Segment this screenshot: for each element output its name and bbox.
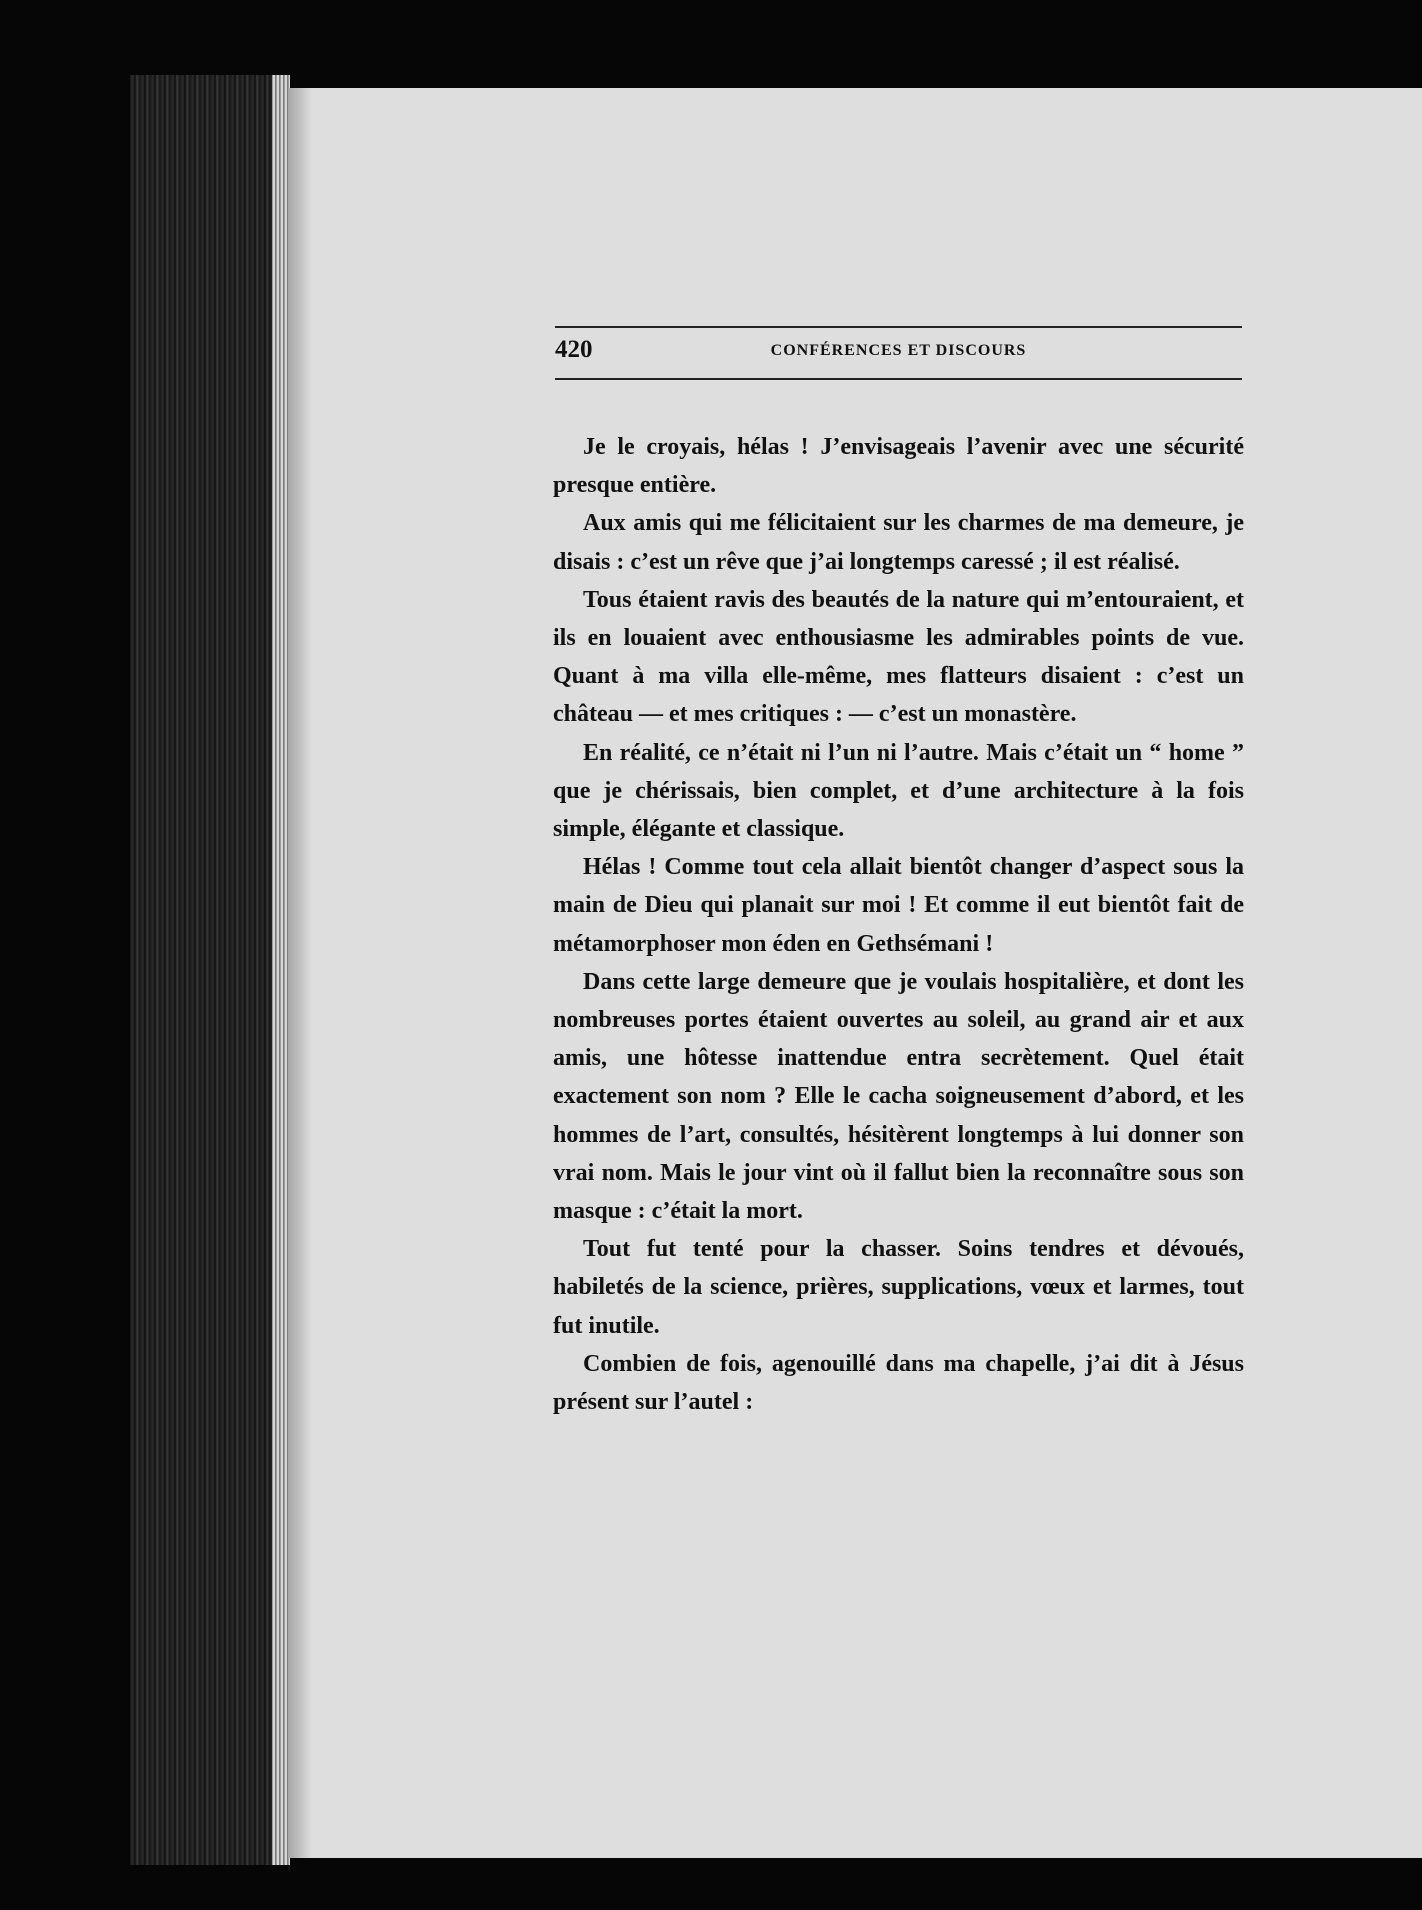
body-text — [553, 428, 1244, 1421]
book-page-edges — [130, 75, 290, 1865]
bottom-rule — [555, 378, 1242, 380]
running-head — [555, 326, 1242, 380]
running-title: CONFÉRENCES ET DISCOURS — [770, 342, 1027, 359]
paragraph: Tout fut tenté pour la chasser. Soins tendres et dévoués, habiletés de la science, prières, supplications, vœux et larmes, tout fut inutile. — [553, 1236, 1244, 1339]
paragraph: Hélas ! Comme tout cela allait bientôt changer d’aspect sous la main de Dieu qui planait sur moi ! Et comme il eut bientôt fait de métamorphoser mon éden en Gethsémani ! — [553, 854, 1244, 957]
paragraph: Dans cette large demeure que je voulais hospitalière, et dont les nombreuses portes étaient ouvertes au soleil, au grand air et aux amis, une hôtesse inattendue entra secrètement. Quel était exactement son nom ? Elle le cacha soigneusement d’abord, et les hommes de l’art, consultés, hésitèrent longtemps à lui donner son vrai nom. Mais le jour vint où il fallut bien la reconnaître sous son masque : c’était la mort. — [553, 968, 1244, 1225]
paragraph: Aux amis qui me félicitaient sur les charmes de ma demeure, je disais : c’est un rêve que j’ai longtemps caressé ; il est réalisé. — [553, 510, 1244, 575]
gutter-shadow — [288, 88, 312, 1858]
page-number: 420 — [555, 336, 593, 363]
paragraph: En réalité, ce n’était ni l’un ni l’autre. Mais c’était un “ home ” que je chérissais, bien complet, et d’une architecture à la fois simple, élégante et classique. — [553, 739, 1244, 843]
paragraph: Combien de fois, agenouillé dans ma chapelle, j’ai dit à Jésus présent sur l’autel : — [553, 1350, 1244, 1416]
paragraph: Tous étaient ravis des beautés de la nature qui m’entouraient, et ils en louaient avec enthousiasme les admirables points de vue. Quant à ma villa elle-même, mes flatteurs disaient : c’est un château — et mes critiques : — c’est un monastère. — [553, 586, 1244, 728]
paragraph: Je le croyais, hélas ! J’envisageais l’avenir avec une sécurité presque entière. — [553, 434, 1244, 499]
running-head-line — [555, 328, 1242, 378]
